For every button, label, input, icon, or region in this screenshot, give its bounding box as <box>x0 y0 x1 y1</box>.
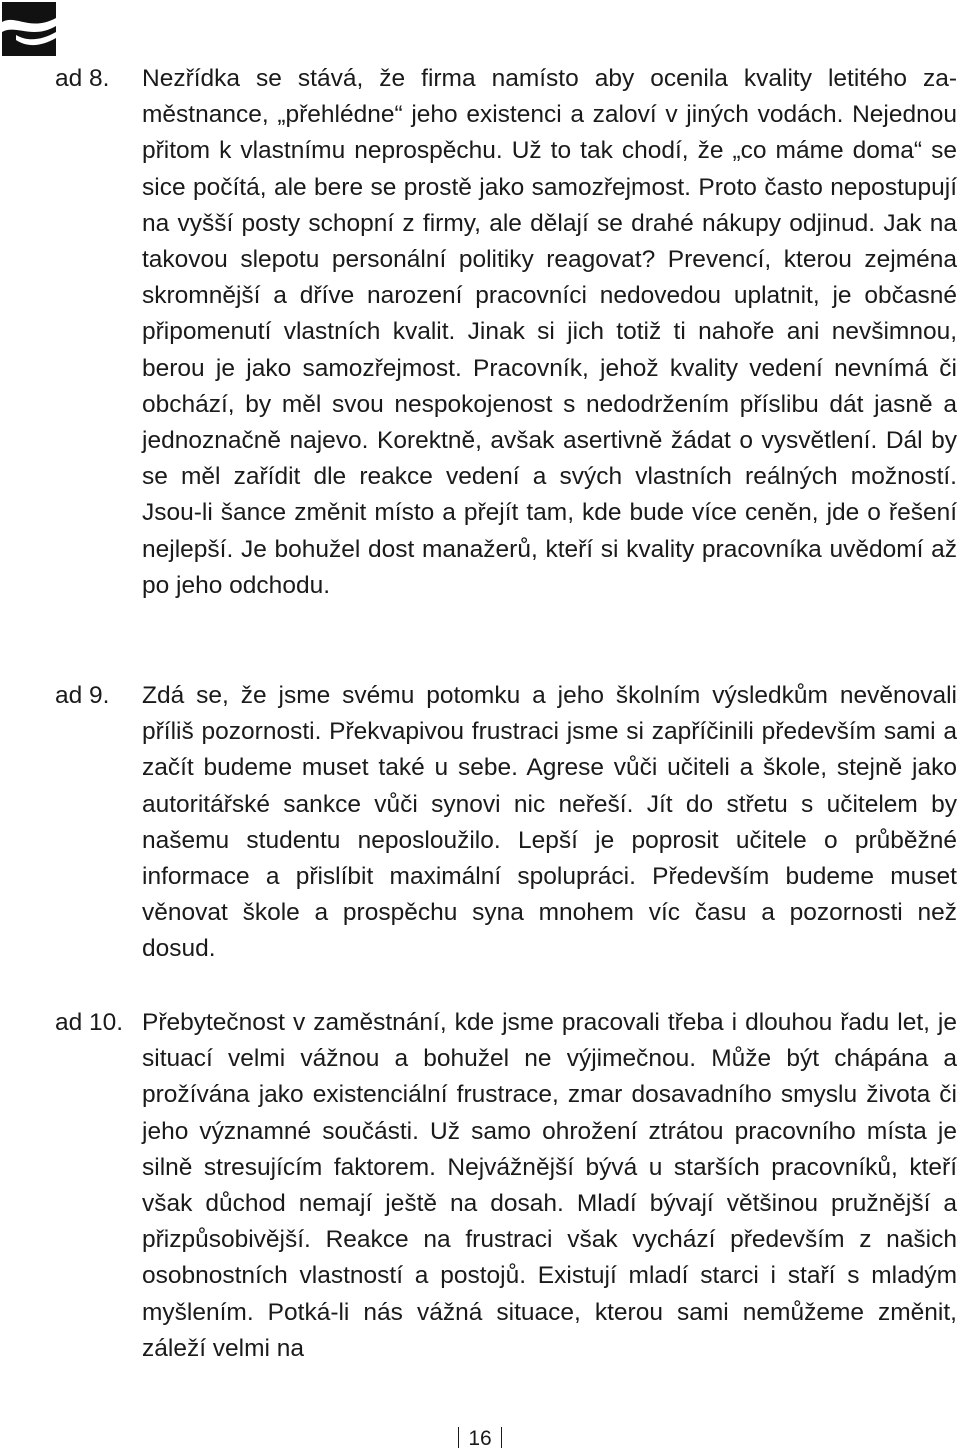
entry-text: Zdá se, že jsme svému potomku a jeho školním výsledkům nevěnovali příliš pozornosti. Překvapivou frustraci jsme si zapříčinili především sami a začít budeme muset také u sebe. Agrese vůči učiteli a škole, stejně jako autoritářské sankce vůči synovi nic neřeší. Jít do střetu s učitelem by našemu studentu neposloužilo. Lepší je poprosit učitele o průběžné informace a přislíbit maximální spolupráci. Především budeme muset věnovat škole a prospěchu syna mnohem víc času a pozornosti než dosud. <box>142 682 957 963</box>
publisher-logo-icon <box>2 2 56 56</box>
divider <box>501 1427 503 1448</box>
page-number: 16 <box>468 1427 492 1450</box>
page-number-footer <box>0 1424 960 1454</box>
entry-label: ad 9. <box>55 682 110 709</box>
entry-label: ad 10. <box>55 1009 124 1036</box>
entry-label: ad 8. <box>55 65 110 92</box>
divider <box>458 1427 460 1448</box>
entry-text: Nezřídka se stává, že firma namísto aby ocenila kvality letitého zaměstnance, „přehlédne“ jeho existenci a zaloví v jiných vodách. Nejednou přitom k vlastnímu neprospěchu. Už to tak chodí, že „co máme doma“ se sice počítá, ale bere se prostě jako samozřejmost. Proto často nepostupují na vyšší posty schopní z firmy, ale dělají se drahé nákupy odjinud. Jak na takovou slepotu personální politiky reagovat? Prevencí, kterou zejména skromnější a dříve narození pracovníci nedovedou uplatnit, je občasné připomenutí vlastních kvalit. Jinak si jich totiž ti nahoře ani nevšimnou, berou je jako samozřejmost. Pracovník, jehož kvality vedení nevnímá či obchází, by měl svou nespokojenost s nedodržením příslibu dát jasně a jednoznačně najevo. Korektně, avšak asertivně žádat o vysvětlení. Dál by se měl zařídit dle reakce vedení a svých vlastních reálných možností. Jsou-li šance změnit místo a přejít tam, kde bude více ceněn, jde o řešení nejlepší. Je bohužel dost manažerů, kteří si kvality pracovníka uvědomí až po jeho odchodu. <box>142 65 957 599</box>
entry-text: Přebytečnost v zaměstnání, kde jsme pracovali třeba i dlouhou řadu let, je situací velmi vážnou a bohužel ne výjimečnou. Může být chápána a prožívána jako existenciální frustrace, zmar dosavadního smyslu života či jeho významné součásti. Už samo ohrožení ztrátou pracovního místa je silně stresujícím faktorem. Nejvážnější bývá u starších pracovníků, kteří však důchod nemají ještě na dosah. Mladí bývají většinou pružnější a přizpůsobivější. Reakce na frustraci však vychází především z našich osobnostních vlastností a postojů. Existují mladí starci i staří s mladým myšlením. Potká-li nás vážná situace, kterou sami nemůžeme změnit, záleží velmi na <box>142 1009 957 1362</box>
